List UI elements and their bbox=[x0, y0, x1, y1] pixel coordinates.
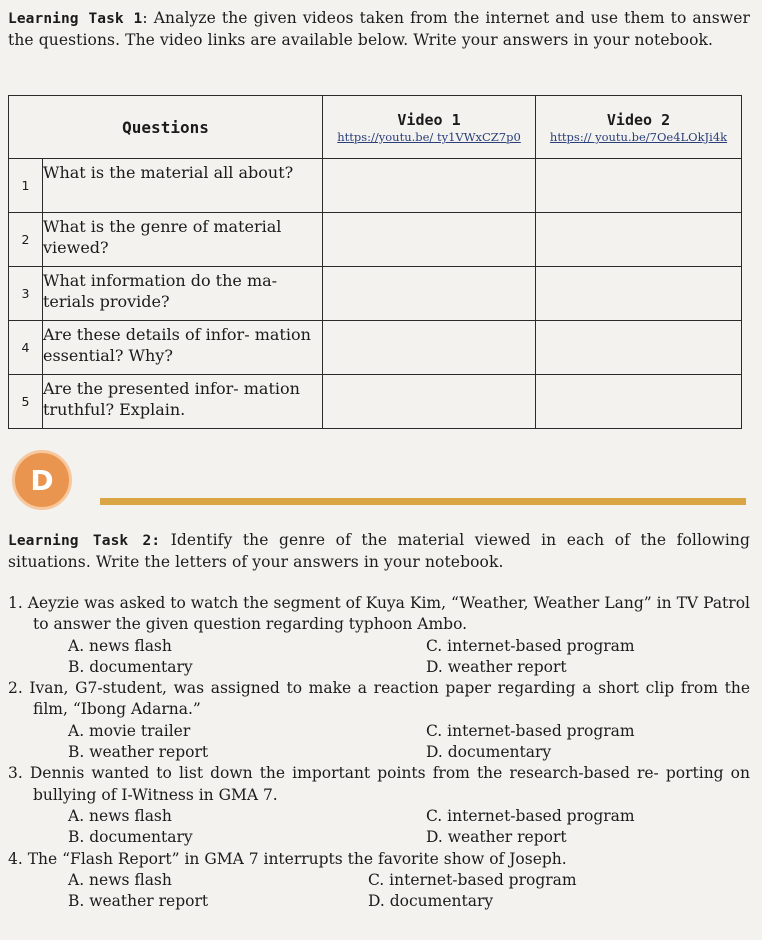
question-text: What information do the ma- terials provide? bbox=[43, 267, 323, 321]
option-c: C. internet-based program bbox=[426, 636, 635, 655]
video-1-title: Video 1 bbox=[397, 111, 461, 129]
list-item bbox=[8, 678, 750, 763]
option-b: B. weather report bbox=[68, 892, 209, 911]
video-1-header bbox=[323, 96, 536, 159]
table-header-row bbox=[9, 96, 742, 159]
row-number: 1 bbox=[9, 159, 43, 213]
video-2-link[interactable]: https:// youtu.be/7Oe4LOkJi4k bbox=[549, 130, 728, 144]
video-2-title: Video 2 bbox=[606, 111, 671, 129]
task-1-title: Learning Task 1 bbox=[8, 11, 143, 27]
video-1-answer-cell bbox=[323, 321, 536, 375]
question-text: What is the genre of material viewed? bbox=[43, 213, 323, 267]
option-c: C. internet-based program bbox=[426, 721, 635, 740]
option-c: C. internet-based program bbox=[426, 806, 635, 825]
video-1-answer-cell bbox=[323, 213, 536, 267]
item-options bbox=[8, 636, 750, 679]
option-a: A. movie trailer bbox=[68, 721, 191, 740]
video-2-answer-cell bbox=[536, 375, 742, 429]
table-row bbox=[9, 159, 742, 213]
task-2-text: Identify the genre of the material viewed in each of the following situations. Write the letters of your answers in your notebook. bbox=[8, 531, 750, 571]
option-a: A. news flash bbox=[68, 806, 172, 825]
questions-table bbox=[8, 95, 742, 429]
question-text: What is the material all about? bbox=[43, 159, 323, 213]
row-number: 3 bbox=[9, 267, 43, 321]
learning-task-2-instructions bbox=[8, 530, 750, 573]
option-c: C. internet-based program bbox=[368, 870, 577, 889]
item-question: 1. Aeyzie was asked to watch the segment of Kuya Kim, “Weather, Weather Lang” in TV Patrol to answer the given question regarding typhoon Ambo. bbox=[8, 594, 750, 634]
video-2-answer-cell bbox=[536, 321, 742, 375]
video-2-answer-cell bbox=[536, 213, 742, 267]
question-text: Are these details of infor- mation essential? Why? bbox=[43, 321, 323, 375]
option-a: A. news flash bbox=[68, 636, 172, 655]
item-options bbox=[8, 870, 750, 913]
video-2-answer-cell bbox=[536, 267, 742, 321]
table-row bbox=[9, 321, 742, 375]
item-question: 3. Dennis wanted to list down the important points from the research-based re- porting on bullying of I-Witness in GMA 7. bbox=[8, 764, 750, 804]
section-d-divider bbox=[12, 450, 750, 512]
question-items bbox=[8, 593, 750, 912]
option-b: B. documentary bbox=[68, 657, 193, 676]
video-1-answer-cell bbox=[323, 267, 536, 321]
option-b: B. weather report bbox=[68, 743, 209, 762]
video-2-answer-cell bbox=[536, 159, 742, 213]
option-d: D. weather report bbox=[426, 828, 567, 847]
option-d: D. weather report bbox=[426, 657, 567, 676]
option-a: A. news flash bbox=[68, 870, 172, 889]
item-options bbox=[8, 721, 750, 764]
option-d: D. documentary bbox=[426, 743, 552, 762]
section-d-badge: D bbox=[12, 450, 72, 510]
list-item bbox=[8, 593, 750, 678]
list-item bbox=[8, 849, 750, 913]
row-number: 5 bbox=[9, 375, 43, 429]
list-item bbox=[8, 763, 750, 848]
video-1-answer-cell bbox=[323, 375, 536, 429]
row-number: 2 bbox=[9, 213, 43, 267]
option-b: B. documentary bbox=[68, 828, 193, 847]
questions-header: Questions bbox=[9, 96, 323, 159]
item-question: 2. Ivan, G7-student, was assigned to make a reaction paper regarding a short clip from the film, “Ibong Adarna.” bbox=[8, 679, 750, 719]
table-row bbox=[9, 267, 742, 321]
table-row bbox=[9, 213, 742, 267]
learning-task-1-instructions bbox=[8, 8, 750, 51]
option-d: D. documentary bbox=[368, 892, 494, 911]
item-options bbox=[8, 806, 750, 849]
item-question: 4. The “Flash Report” in GMA 7 interrupts the favorite show of Joseph. bbox=[8, 849, 567, 868]
question-text: Are the presented infor- mation truthful? Explain. bbox=[43, 375, 323, 429]
task-2-title: Learning Task 2: bbox=[8, 533, 161, 549]
row-number: 4 bbox=[9, 321, 43, 375]
video-2-header bbox=[536, 96, 742, 159]
table-row bbox=[9, 375, 742, 429]
section-divider-line bbox=[100, 498, 746, 505]
video-1-link[interactable]: https://youtu.be/ ty1VWxCZ7p0 bbox=[337, 130, 521, 144]
task-1-text: : Analyze the given videos taken from the internet and use them to answer the questions. The video links are available below. Write your answers in your notebook. bbox=[8, 9, 751, 49]
video-1-answer-cell bbox=[323, 159, 536, 213]
